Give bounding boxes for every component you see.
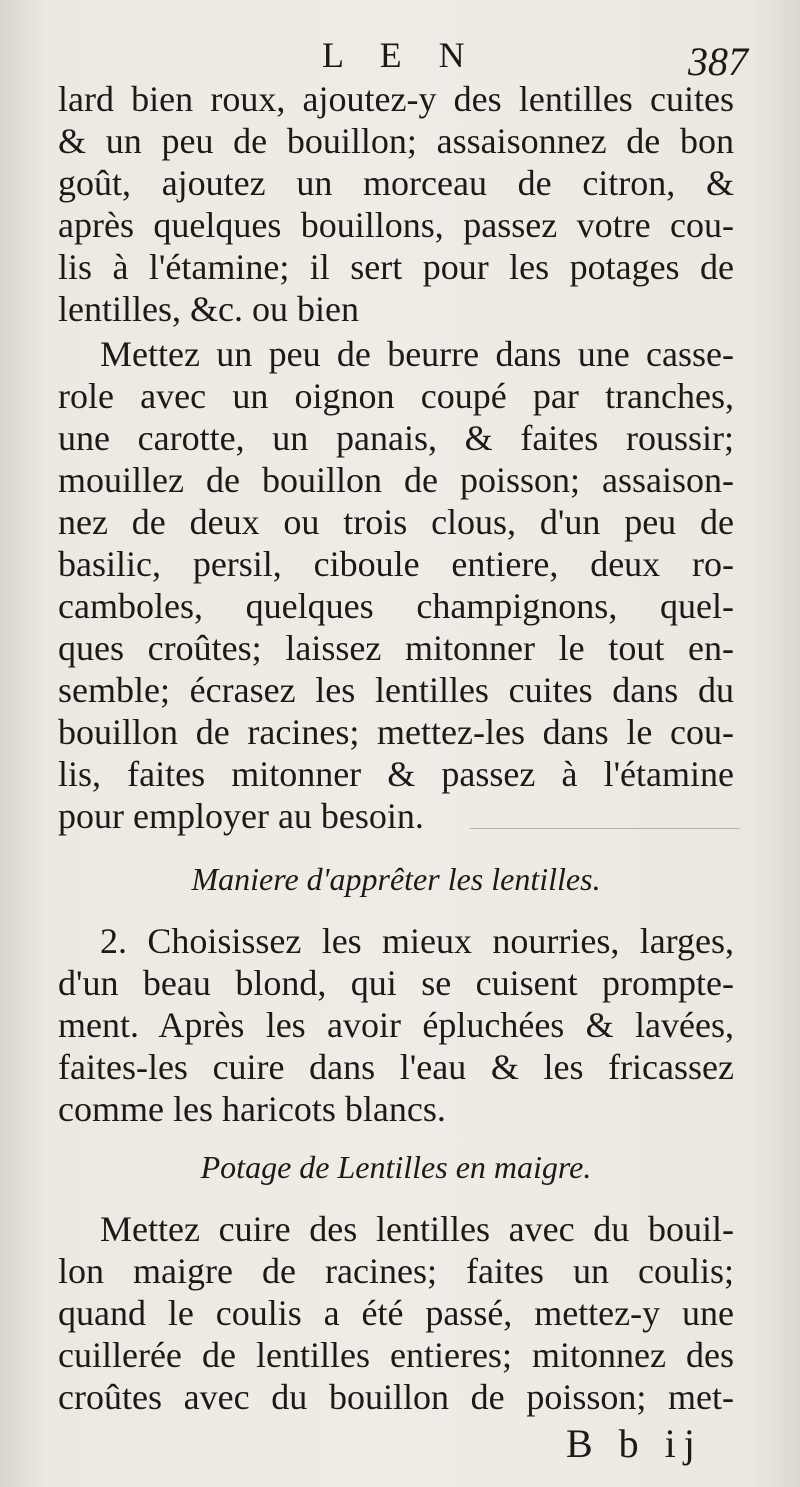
running-title: L E N [322, 35, 479, 75]
text-line: 2. Choisissez les mieux nourries, larges, [100, 921, 734, 961]
page-number: 387 [688, 39, 748, 84]
text-line: pour employer au besoin. [58, 796, 424, 836]
separator-rule [470, 828, 740, 829]
section-heading: Maniere d'apprêter les lentilles. [191, 861, 601, 897]
text-line: une carotte, un panais, & faites roussir; [58, 418, 734, 458]
text-line: goût, ajoutez un morceau de citron, & [58, 163, 734, 203]
section-heading: Potage de Lentilles en maigre. [200, 1149, 592, 1185]
text-line: lis à l'étamine; il sert pour les potages de [58, 247, 734, 287]
text-line: comme les haricots blancs. [58, 1089, 446, 1129]
text-line: & un peu de bouillon; assaisonnez de bon [58, 121, 734, 161]
text-line: basilic, persil, ciboule entiere, deux ro- [58, 544, 734, 584]
text-line: faites-les cuire dans l'eau & les fricassez [58, 1047, 734, 1087]
text-line: d'un beau blond, qui se cuisent prompte- [58, 963, 734, 1003]
text-line: quand le coulis a été passé, mettez-y une [58, 1293, 734, 1333]
text-line: ques croûtes; laissez mitonner le tout en- [58, 628, 734, 668]
text-line: camboles, quelques champignons, quel- [58, 586, 734, 626]
text-line: Mettez cuire des lentilles avec du bouil- [100, 1209, 734, 1249]
text-line: après quelques bouillons, passez votre cou- [58, 205, 734, 245]
text-line: nez de deux ou trois clous, d'un peu de [58, 502, 734, 542]
text-line: semble; écrasez les lentilles cuites dans du [58, 670, 734, 710]
signature-mark: B b ij [566, 1421, 703, 1466]
text-line: croûtes avec du bouillon de poisson; met- [58, 1377, 734, 1417]
text-line: lard bien roux, ajoutez-y des lentilles cuites [58, 79, 734, 119]
text-line: lon maigre de racines; faites un coulis; [58, 1251, 734, 1291]
text-line: role avec un oignon coupé par tranches, [58, 376, 734, 416]
text-line: lentilles, &c. ou bien [58, 289, 359, 329]
text-line: bouillon de racines; mettez-les dans le cou- [58, 712, 734, 752]
text-line: mouillez de bouillon de poisson; assaison- [58, 460, 734, 500]
running-head [58, 28, 760, 84]
text-line: Mettez un peu de beurre dans une casse- [100, 334, 734, 374]
text-line: ment. Après les avoir épluchées & lavées, [58, 1005, 734, 1045]
text-line: lis, faites mitonner & passez à l'étamine [58, 754, 734, 794]
text-line: cuillerée de lentilles entieres; mitonnez des [58, 1335, 734, 1375]
